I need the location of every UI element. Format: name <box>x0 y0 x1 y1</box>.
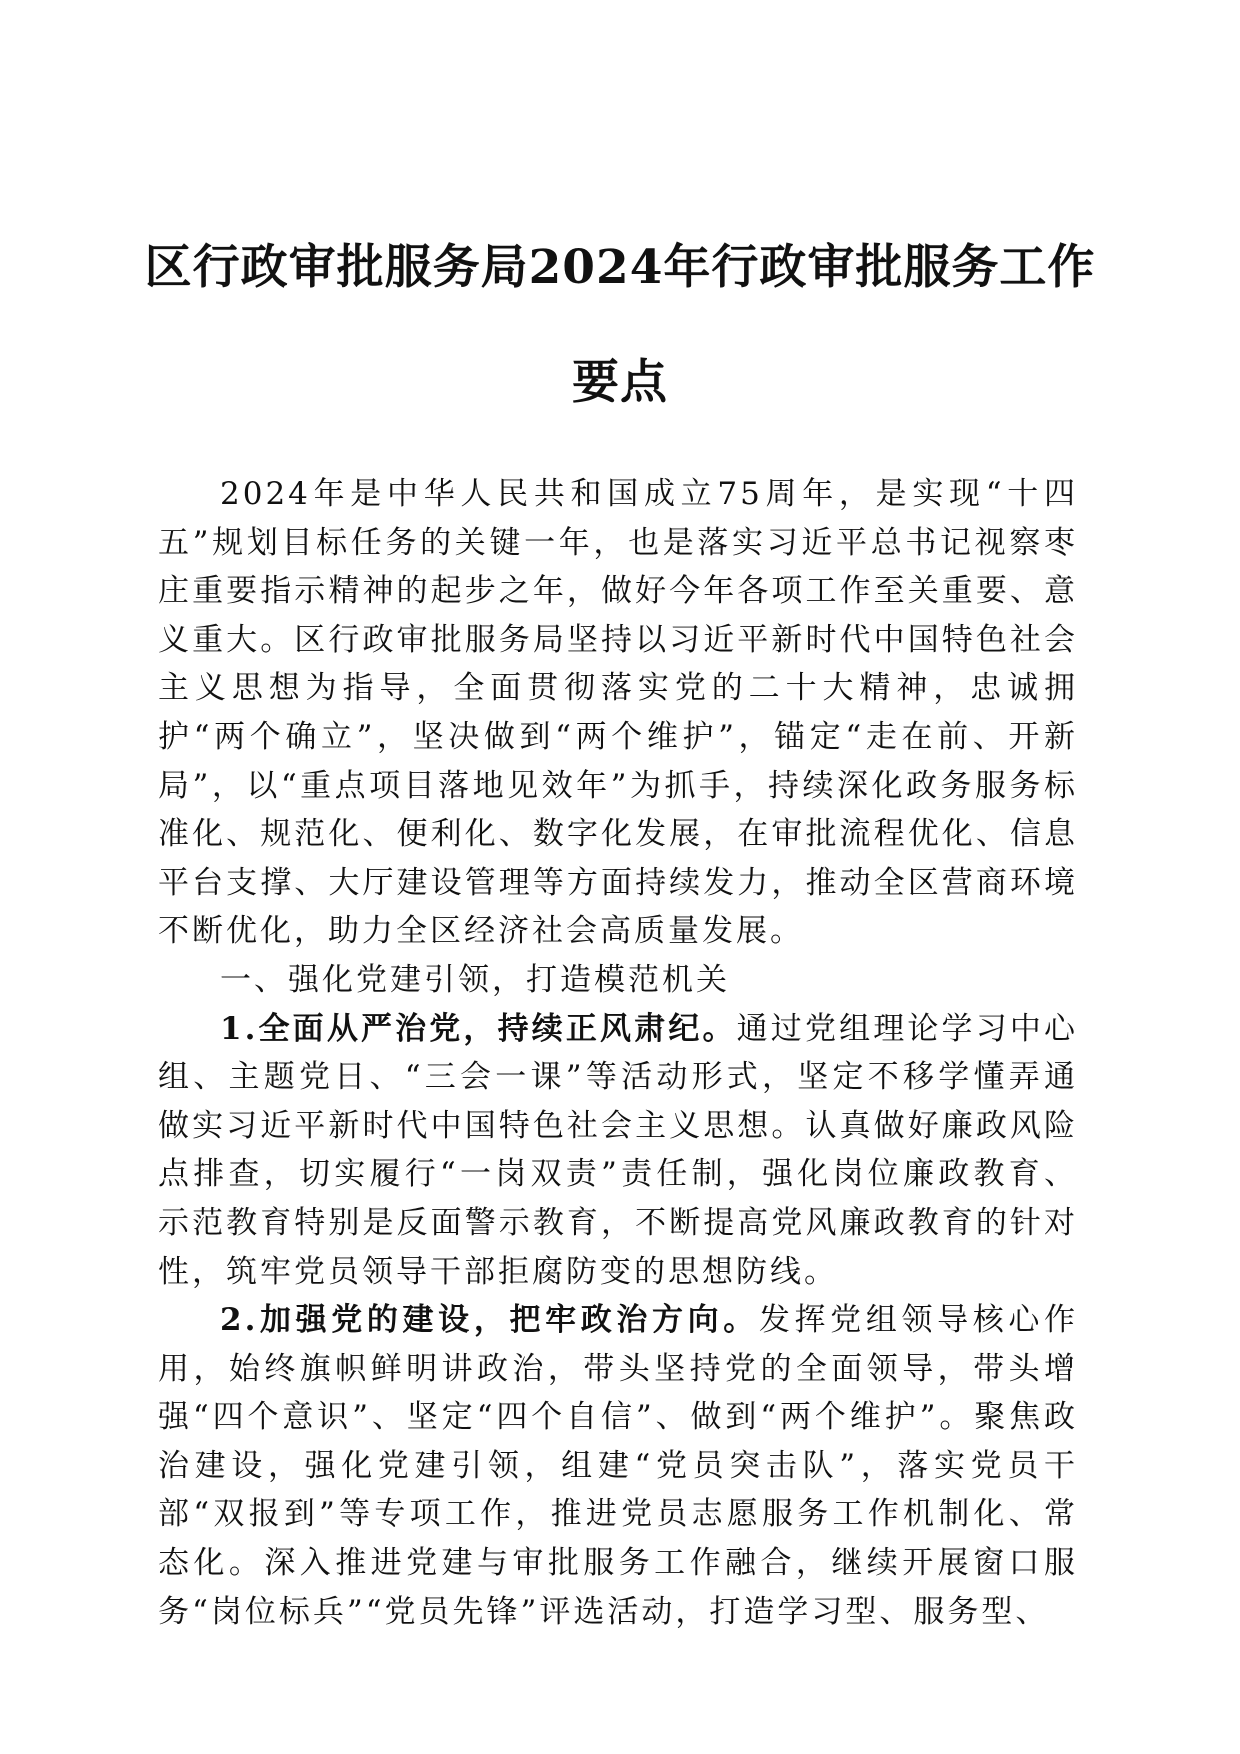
item-2-text: 发挥党组领导核心作用，始终旗帜鲜明讲政治，带头坚持党的全面领导，带头增强“四个意识”、坚定“四个自信”、做到“两个维护”。聚焦政治建设，强化党建引领，组建“党员突击队”，落实党员干部“双报到”等专项工作，推进党员志愿服务工作机制化、常态化。深入推进党建与审批服务工作融合，继续开展窗口服务“岗位标兵”“党员先锋”评选活动，打造学习型、服务型、 <box>158 1302 1078 1630</box>
item-2-lead: 2.加强党的建设，把牢政治方向。 <box>220 1302 759 1339</box>
document-body <box>158 470 1078 1636</box>
intro-paragraph: 2024年是中华人民共和国成立75周年，是实现“十四五”规划目标任务的关键一年，也是落实习近平总书记视察枣庄重要指示精神的起步之年，做好今年各项工作至关重要、意义重大。区行政审批服务局坚持以习近平新时代中国特色社会主义思想为指导，全面贯彻落实党的二十大精神，忠诚拥护“两个确立”，坚决做到“两个维护”，锚定“走在前、开新局”，以“重点项目落地见效年”为抓手，持续深化政务服务标准化、规范化、便利化、数字化发展，在审批流程优化、信息平台支撑、大厅建设管理等方面持续发力，推动全区营商环境不断优化，助力全区经济社会高质量发展。 <box>158 476 1078 950</box>
item-1-lead: 1.全面从严治党，持续正风肃纪。 <box>220 1010 737 1047</box>
section-1-heading: 一、强化党建引领，打造模范机关 <box>220 961 730 998</box>
item-2-paragraph <box>158 1296 1078 1636</box>
document-title-line-2: 要点 <box>572 355 668 410</box>
item-1-text: 通过党组理论学习中心组、主题党日、“三会一课”等活动形式，坚定不移学懂弄通做实习近平新时代中国特色社会主义思想。认真做好廉政风险点排查，切实履行“一岗双责”责任制，强化岗位廉政教育、示范教育特别是反面警示教育，不断提高党风廉政教育的针对性，筑牢党员领导干部拒腐防变的思想防线。 <box>158 1010 1078 1290</box>
item-1-paragraph <box>158 1005 1078 1297</box>
document-title-line-1: 区行政审批服务局2024年行政审批服务工作 <box>144 240 1096 295</box>
